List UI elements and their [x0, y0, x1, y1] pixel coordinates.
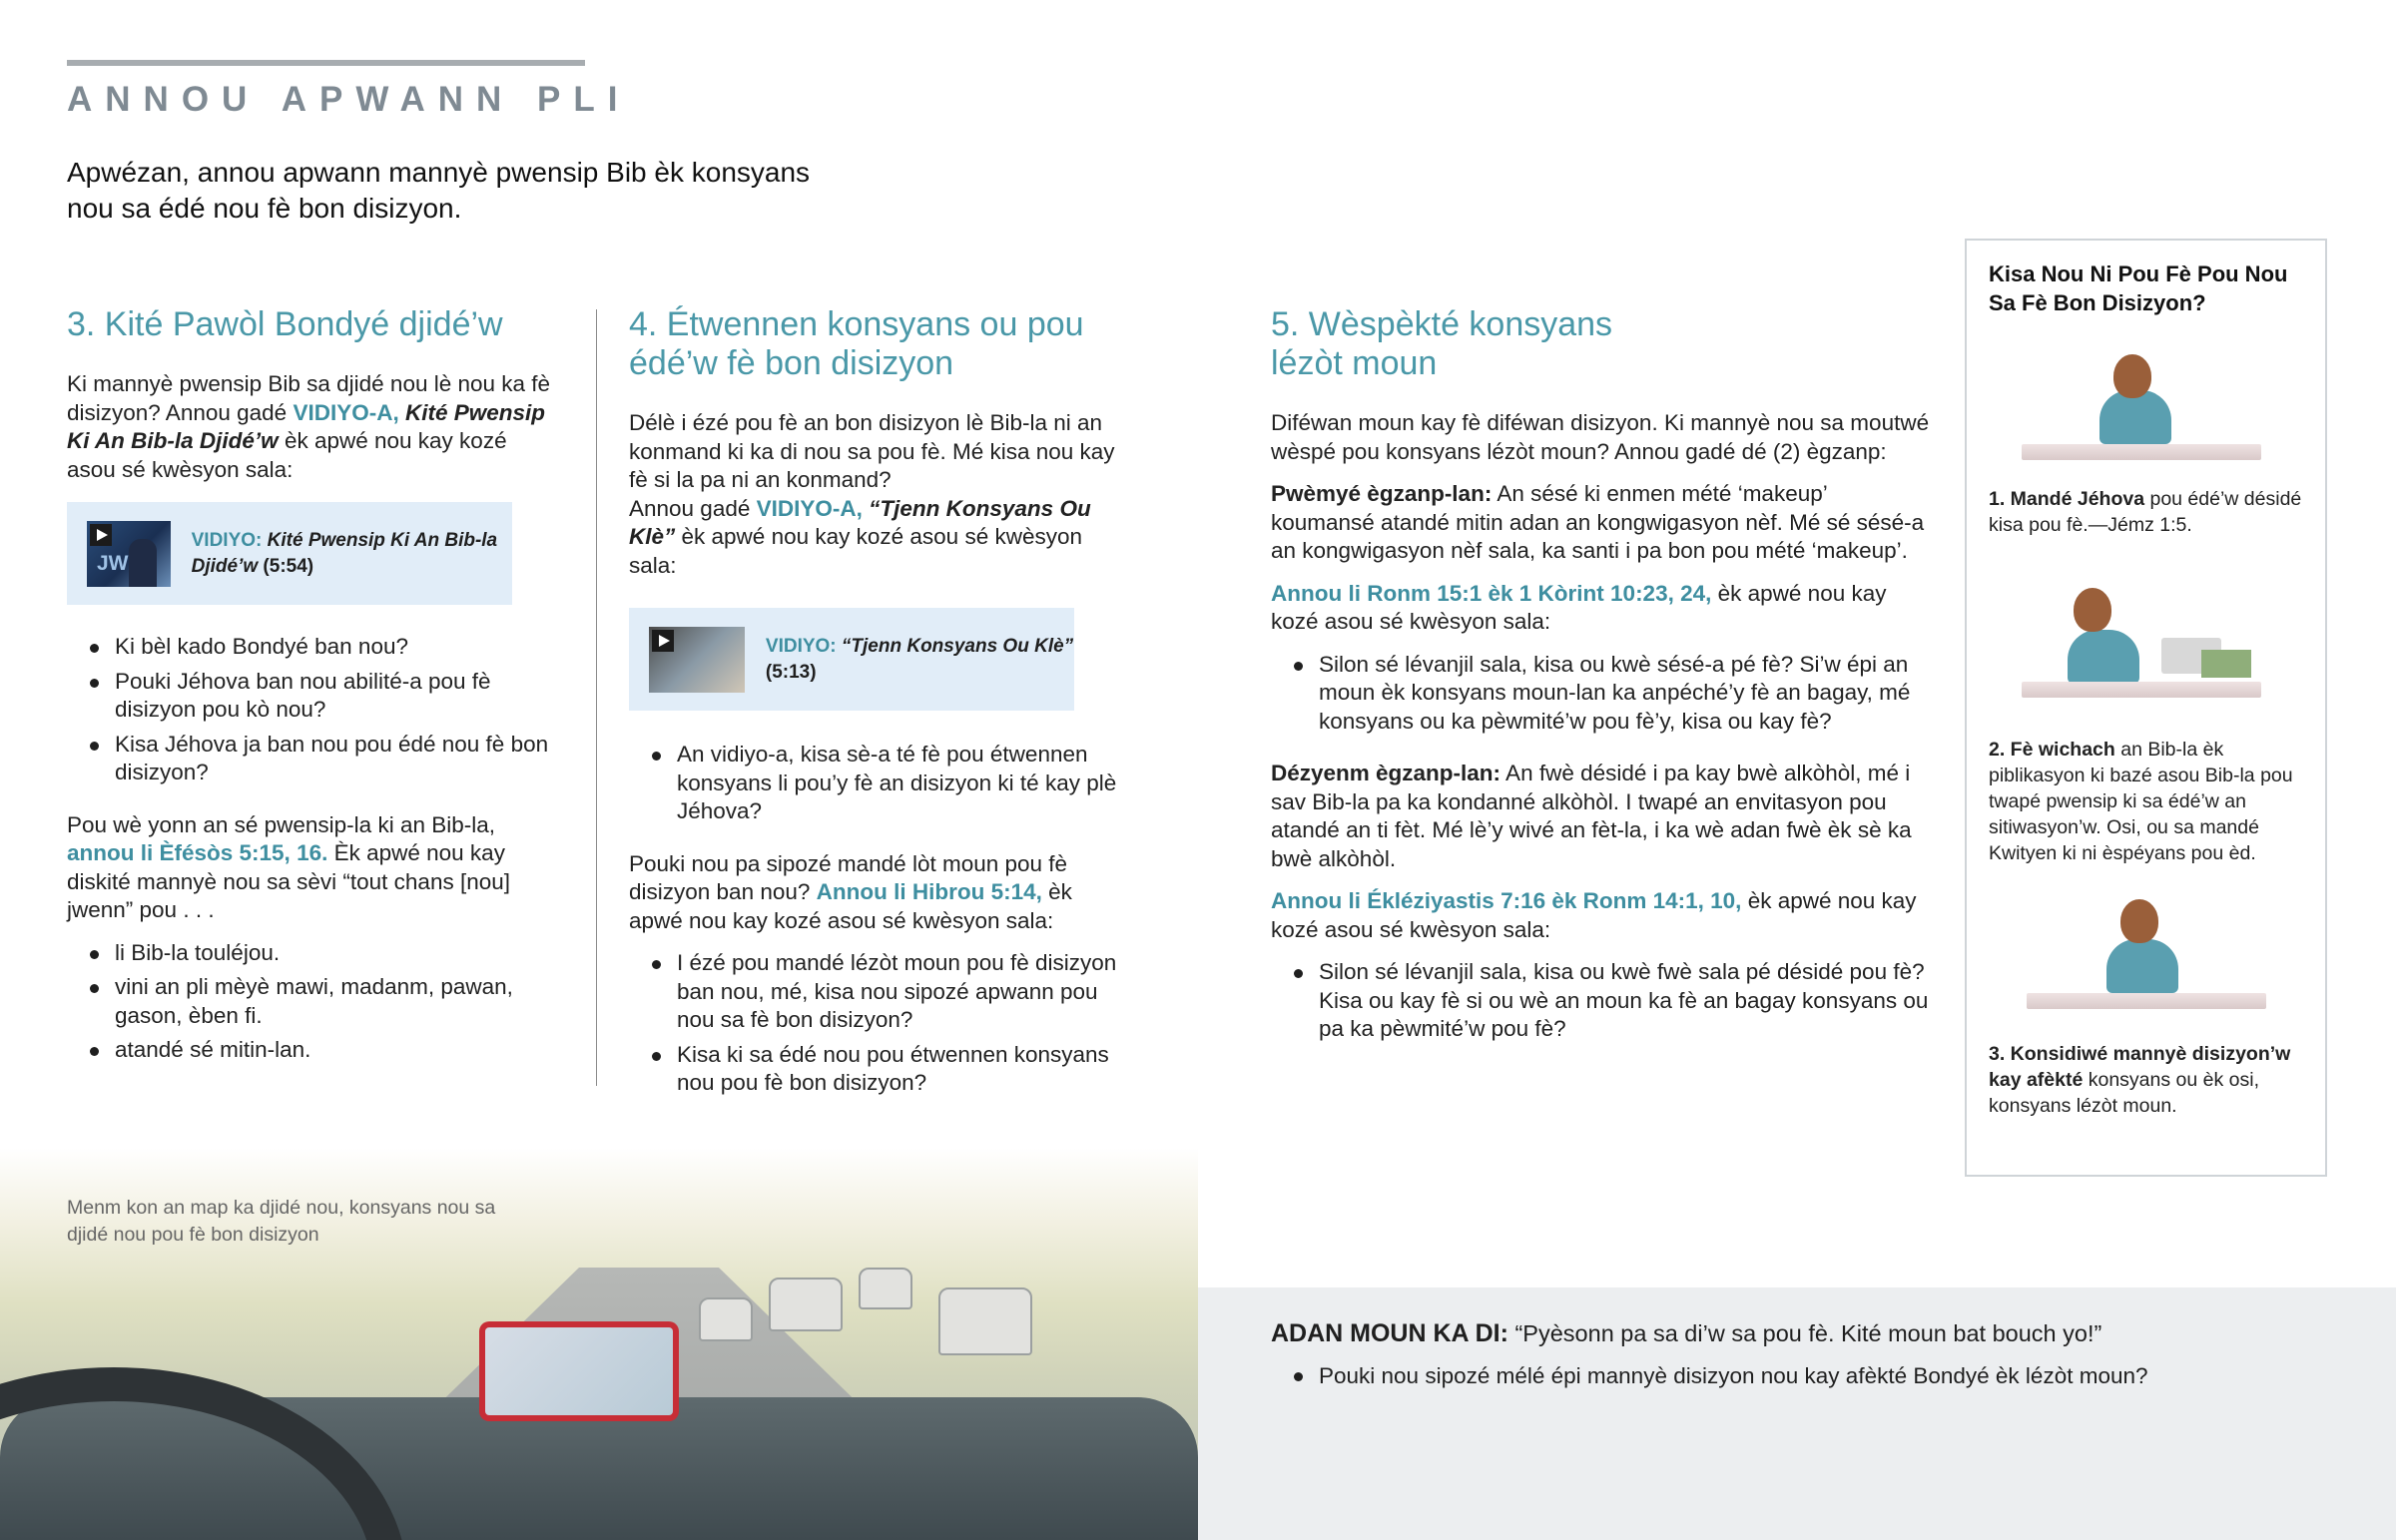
step-2-text: an Bib-la èk piblikasyon ki bazé asou Bib-la pou twapé pwensip ki sa édé’w an sitiwasyon’w. Osi, ou sa mandé Kwityen ki ni èspéyans pou èd.	[1989, 739, 2293, 864]
step-1-text: pou édé’w désidé kisa pou fè.—Jémz 1:5.	[1989, 488, 2302, 536]
list-item: Ki bèl kado Bondyé ban nou?	[115, 633, 561, 662]
figure-head	[2120, 899, 2158, 943]
intro-line-2: nou sa édé nou fè bon disizyon.	[67, 193, 462, 224]
scripture-link[interactable]: annou li Èfésòs 5:15, 16.	[67, 840, 328, 865]
video-title: Kité Pwensip Ki An Bib-la Djidé’w	[191, 529, 498, 577]
example-2-text: An fwè désidé i pa kay bwè alkòhòl, mé i sav Bib-la pa ka kondanné alkòhòl. I twapé an envitasyon pou atandé an ti fèt. Mé lè’y wivé an fèt-la, i ka wè adan fwè èk sè ka bwè alkòhòl.	[1271, 761, 1912, 871]
list-item: I ézé pou mandé lézòt moun pou fè disizyon ban nou, mé, kisa nou sipozé apwann pou nou sa fè bon disizyon?	[677, 949, 1123, 1035]
section-3-intro-tail: èk apwé nou kay kozé asou sé kwèsyon sala:	[67, 428, 507, 482]
figure-head	[2113, 354, 2151, 398]
section-3-intro-text: Ki mannyè pwensip Bib sa djidé nou lè nou ka fè disizyon? Annou gadé	[67, 371, 551, 425]
example-1-label: Pwèmyé ègzanp-lan:	[1271, 481, 1493, 506]
list-item: Silon sé lévanjil sala, kisa ou kwè sésé-a pé fè? Si’w épi an moun èk konsyans moun-lan ka anpéché’y fè an bagay, mé konsyans ou ka pèwmité’w pou fè’y, kisa ou kay fè?	[1319, 651, 1930, 737]
read-2	[1271, 887, 1930, 944]
books-shape	[2201, 650, 2251, 678]
video-link[interactable]: VIDIYO-A,	[756, 495, 863, 521]
section-4-title: 4. Étwennen konsyans ou pou édé’w fè bon disizyon	[629, 305, 1084, 382]
list-item: atandé sé mitin-lan.	[115, 1036, 561, 1065]
woman-praying-illustration	[2022, 340, 2261, 460]
scripture-link[interactable]: Annou li Hibrou 5:14,	[816, 879, 1042, 904]
table-shape	[2027, 993, 2266, 1009]
car-ahead	[859, 1268, 912, 1309]
image-caption: Menm kon an map ka djidé nou, konsyans nou sa djidé nou pou fè bon disizyon	[67, 1197, 496, 1246]
read-2-tail: èk apwé nou kay kozé asou sé kwèsyon sala:	[1271, 888, 1917, 942]
step-1-bold: 1. Mandé Jéhova	[1989, 488, 2145, 510]
section-5-questions-1	[1271, 651, 1930, 737]
example-2	[1271, 760, 1930, 873]
read-1-tail: èk apwé nou kay kozé asou sé kwèsyon sala:	[1271, 580, 1887, 634]
example-2-label: Dézyenm ègzanp-lan:	[1271, 761, 1501, 785]
objection-question	[1271, 1361, 2369, 1397]
section-5-para-1: Diféwan moun kay fè diféwan disizyon. Ki mannyè nou sa moutwé wèspé pou konsyans lézòt moun? Annou gadé dé (2) ègzanp:	[1271, 410, 1930, 464]
list-item: Pouki Jéhova ban nou abilité-a pou fè disizyon pou kò nou?	[115, 668, 561, 725]
section-4-para-2	[629, 495, 1123, 581]
section-3-para-2-tail: Èk apwé nou kay diskité mannyè nou sa sèvi “tout chans [nou] jwenn” pou . . .	[67, 840, 511, 922]
objection-label: ADAN MOUN KA DI:	[1271, 1319, 1508, 1347]
section-3-para-2-text: Pou wè yonn an sé pwensip-la ki an Bib-la,	[67, 811, 495, 837]
page-kicker: ANNOU APWANN PLI	[67, 80, 631, 119]
video-title: “Tjenn Konsyans Ou Klè”	[841, 635, 1074, 657]
steering-wheel	[0, 1367, 407, 1540]
list-item: vini an pli mèyè mawi, madanm, pawan, gason, èben fi.	[115, 973, 561, 1030]
car-ahead	[699, 1297, 753, 1341]
section-4-para-3-tail: èk apwé nou kay kozé asou sé kwèsyon sala:	[629, 879, 1072, 933]
step-2-bold: 2. Fè wichach	[1989, 739, 2115, 761]
section-4-para-2-tail: èk apwé nou kay kozé asou sé kwèsyon sala:	[629, 524, 1083, 578]
sidebar-step-2	[1989, 737, 2308, 866]
car-ahead	[938, 1287, 1032, 1355]
video-card[interactable]	[67, 502, 512, 605]
table-shape	[2022, 682, 2261, 698]
sidebar-step-3	[1989, 1041, 2308, 1119]
figure-body	[2068, 630, 2139, 684]
header-rule	[67, 60, 585, 66]
video-duration: (5:54)	[263, 555, 314, 577]
example-1-text: An sésé ki enmen mété ‘makeup’ koumansé atandé mitin adan an kongwigasyon nèf. Mé sé sésé-a an kongwigasyon nèf sala, ka santi i pa bon pou mété ‘makeup’.	[1271, 481, 1925, 563]
section-3-list-2	[67, 939, 561, 1065]
section-4-para-1: Délè i ézé pou fè an bon disizyon lè Bib-la ni an konmand ki ka di nou sa pou fè. Mé kisa nou kay fè si la pa ni an konmand?	[629, 410, 1115, 492]
woman-thinking-illustration	[2027, 889, 2266, 1009]
video-thumbnail[interactable]	[87, 521, 171, 587]
section-4-para-3-text: Pouki nou pa sipozé mandé lòt moun pou fè disizyon ban nou?	[629, 850, 1068, 904]
map-screen	[485, 1327, 673, 1415]
section-4-list-2	[629, 949, 1123, 1098]
list-item: li Bib-la touléjou.	[115, 939, 561, 968]
video-link[interactable]: VIDIYO-A,	[293, 399, 399, 425]
section-3-intro	[67, 370, 561, 484]
video-thumbnail[interactable]	[649, 627, 745, 693]
list-item: Kisa ki sa édé nou pou étwennen konsyans nou pou fè bon disizyon?	[677, 1041, 1123, 1098]
phone-map	[479, 1321, 679, 1421]
objection-quote: “Pyèsonn pa sa di’w sa pou fè. Kité moun bat bouch yo!”	[1507, 1320, 2102, 1346]
video-caption	[192, 528, 512, 580]
section-5-title: 5. Wèspèkté konsyans lézòt moun	[1271, 305, 1613, 382]
play-icon[interactable]	[652, 630, 674, 652]
video-duration: (5:13)	[765, 661, 817, 683]
list-item: Kisa Jéhova ja ban nou pou édé nou fè bon disizyon?	[115, 731, 561, 787]
section-3-questions	[67, 633, 561, 787]
video-label: VIDIYO:	[191, 529, 263, 551]
section-3-para-2	[67, 811, 561, 925]
figure-body	[2099, 390, 2171, 444]
video-card[interactable]	[629, 608, 1074, 711]
video-title-ref: Kité Pwensip Ki An Bib-la Djidé’w	[67, 399, 546, 453]
sidebar-step-1	[1989, 486, 2308, 538]
list-item: An vidiyo-a, kisa sè-a té fè pou étwennen konsyans li pou’y fè an disizyon ki té kay plè Jéhova?	[677, 741, 1123, 826]
section-3	[67, 305, 561, 1081]
scripture-link[interactable]: Annou li Ronm 15:1 èk 1 Kòrint 10:23, 24,	[1271, 580, 1712, 606]
intro-line-1: Apwézan, annou apwann mannyè pwensip Bib èk konsyans	[67, 157, 811, 188]
section-5	[1271, 305, 1930, 1060]
section-4-questions	[629, 741, 1123, 826]
scripture-link[interactable]: Annou li Ékléziyastis 7:16 èk Ronm 14:1, 10,	[1271, 888, 1742, 913]
section-5-questions-2	[1271, 958, 1930, 1044]
list-item: Silon sé lévanjil sala, kisa ou kwè fwè sala pé désidé pou fè? Kisa ou kay fè si ou wè an moun ka fè an bagay konsyans ou pa ka pèwmité’w pou fè?	[1319, 958, 1930, 1044]
woman-researching-illustration	[2022, 578, 2261, 698]
figure-head	[2074, 588, 2111, 632]
video-label: VIDIYO:	[765, 635, 837, 657]
sidebar-title: Kisa Nou Ni Pou Fè Pou Nou Sa Fè Bon Disizyon?	[1989, 261, 2288, 315]
car-ahead	[769, 1278, 843, 1331]
section-4	[629, 305, 1123, 1114]
decision-sidebar	[1965, 239, 2327, 1177]
presenter-figure	[129, 539, 157, 587]
section-3-title: 3. Kité Pawòl Bondyé djidé’w	[67, 305, 503, 343]
example-1	[1271, 480, 1930, 566]
step-3-bold: 3. Konsidiwé mannyè disizyon’w kay afèkté	[1989, 1043, 2291, 1091]
section-4-para-3	[629, 850, 1123, 936]
jw-logo: JW	[97, 552, 129, 575]
section-4-para-2-text: Annou gadé	[629, 495, 757, 521]
figure-body	[2106, 939, 2178, 993]
objection-line	[1271, 1318, 2101, 1348]
step-3-text: konsyans ou èk osi, konsyans lézòt moun.	[1989, 1069, 2260, 1117]
video-caption	[766, 634, 1074, 686]
play-icon[interactable]	[90, 524, 112, 546]
table-shape	[2022, 444, 2261, 460]
list-item: Pouki nou sipozé mélé épi mannyè disizyon nou kay afèkté Bondyé èk lézòt moun?	[1319, 1361, 2369, 1391]
intro-text	[67, 155, 866, 227]
column-divider	[596, 309, 597, 1086]
video-title-ref: “Tjenn Konsyans Ou Klè”	[629, 495, 1091, 549]
read-1	[1271, 580, 1930, 637]
